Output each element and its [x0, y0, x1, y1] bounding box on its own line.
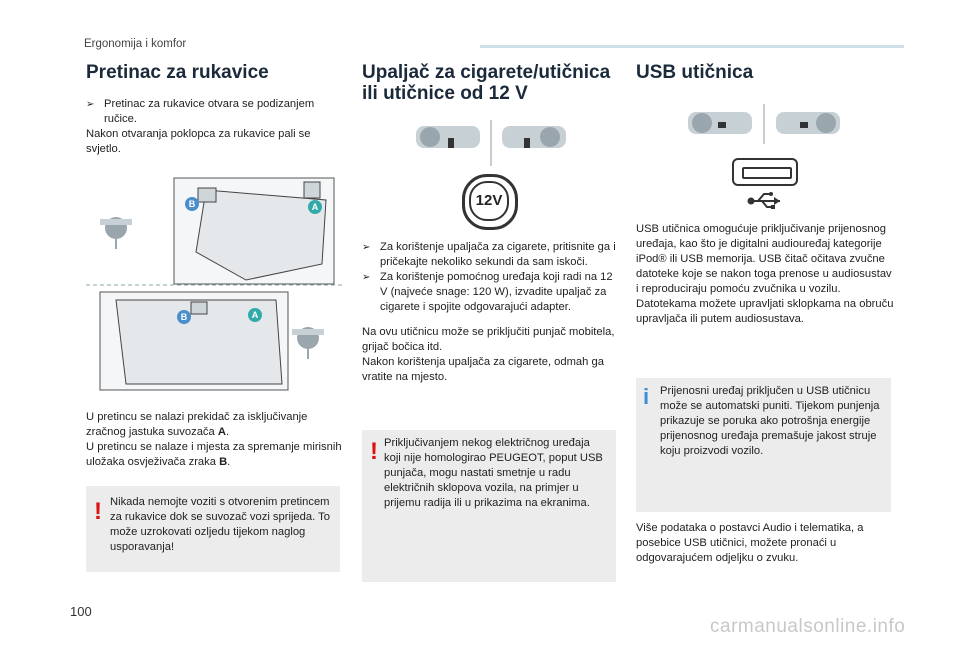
glovebox-open-drawing: [174, 178, 334, 284]
lighter-warning-box: [362, 430, 616, 582]
arrow-bullet-icon: ➢: [362, 242, 371, 253]
watermark: carmanualsonline.info: [710, 616, 906, 637]
dashboard-left-drawing: [688, 112, 752, 134]
dashboard-right-drawing: [776, 112, 840, 134]
arrow-bullet-icon: ➢: [86, 99, 95, 110]
lighter-bullet-1: ➢ Za korištenje upaljača za cigarete, pritisnite ga i pričekajte nekoliko sekundi da sam iskoči.: [362, 241, 616, 268]
cigarette-lighter-column: [362, 62, 617, 104]
usb-info-box: [636, 378, 891, 512]
usb-description-text: USB utičnica omogućuje priključivanje prijenosnog uređaja, kao što je digitalni audiouređaj kategorije iPod® ili USB memorija. USB čitač očitava zvučne datoteke koje se nakon toga prenose u audiosustav i reproduciraju pomoću zvučnika u vozilu. Datotekama možete upravljati sklopkama na obruču upravljača ili putem audiosustava.: [636, 223, 894, 325]
warning-icon: !: [94, 498, 102, 525]
page-number: 100: [70, 604, 92, 619]
glovebox-warning-text: Nikada nemojte voziti s otvorenim pretincem za rukavice dok se suvozač vozi sprijeda. To može uzrokovati ozljedu tijekom naglog usporavanja!: [110, 496, 330, 553]
usb-port-icon: [732, 158, 798, 186]
steering-wheel-icon: [100, 217, 132, 249]
section-header: Ergonomija i komfor: [84, 38, 187, 50]
glovebox-bullet: ➢ Pretinac za rukavice otvara se podizanjem ručice.: [86, 98, 315, 125]
lighter-usage-text: Na ovu utičnicu može se priključiti punjač mobitela, grijač bočica itd.: [362, 326, 615, 353]
dashboard-left-drawing: [416, 126, 480, 148]
warning-icon: !: [370, 438, 378, 465]
glovebox-column: [86, 62, 346, 157]
info-icon: i: [643, 384, 650, 409]
glovebox-illustration: [86, 172, 344, 394]
glovebox-warning-box: [86, 486, 340, 572]
socket-12v-icon: 12V: [462, 174, 518, 230]
label-b-marker: B: [177, 310, 191, 324]
label-b-marker: B: [185, 197, 199, 211]
usb-more-info-text: Više podataka o postavci Audio i telematika, a posebice USB utičnici, možete pronaći u odgovarajućem odjeljku o zvuku.: [636, 522, 864, 564]
label-a-marker: A: [308, 200, 322, 214]
arrow-bullet-icon: ➢: [362, 272, 371, 283]
lighter-return-text: Nakon korištenja upaljača za cigarete, odmah ga vratite na mjesto.: [362, 356, 604, 383]
usb-column: [636, 62, 894, 83]
lighter-warning-text: Priključivanjem nekog električnog uređaja koji nije homologirao PEUGEOT, poput USB punjača, mogu nastati smetnje u radu električnih sklopova vozila, na primjer u prijemu radija ili u prikazima na ekranima.: [384, 437, 603, 509]
lighter-title-line2: ili utičnice od 12 V: [362, 83, 528, 104]
glovebox-title: Pretinac za rukavice: [86, 62, 269, 83]
usb-title: USB utičnica: [636, 62, 754, 83]
lighter-location-illustration: [412, 118, 572, 168]
usb-info-text: Prijenosni uređaj priključen u USB utičnicu može se automatski puniti. Tijekom punjenja prikazuje se poruka ako potrošnja energije prijenosnog uređaja premašuje jakost struje koju proizvodi vozilo.: [660, 385, 880, 457]
air-freshener-text: U pretincu se nalaze i mjesta za spremanje mirisnih uložaka osvježivača zraka B.: [86, 441, 342, 468]
usb-location-illustration: [686, 104, 846, 144]
steering-wheel-icon: [292, 327, 324, 359]
glovebox-closed-drawing: [100, 292, 288, 390]
glovebox-light-text: Nakon otvaranja poklopca za rukavice pali se svjetlo.: [86, 128, 311, 155]
header-rule: [480, 45, 904, 48]
dashboard-right-drawing: [502, 126, 566, 148]
lighter-title-line1: Upaljač za cigarete/utičnica: [362, 62, 611, 83]
usb-symbol-icon: [746, 190, 784, 212]
lighter-bullet-2: ➢ Za korištenje pomoćnog uređaja koji radi na 12 V (najveće snage: 120 W), izvadite upaljač za cigarete i spojite odgovarajući adapter.: [362, 271, 613, 313]
airbag-switch-text: U pretincu se nalazi prekidač za isključivanje zračnog jastuka suvozača A.: [86, 411, 308, 438]
label-a-marker: A: [248, 308, 262, 322]
